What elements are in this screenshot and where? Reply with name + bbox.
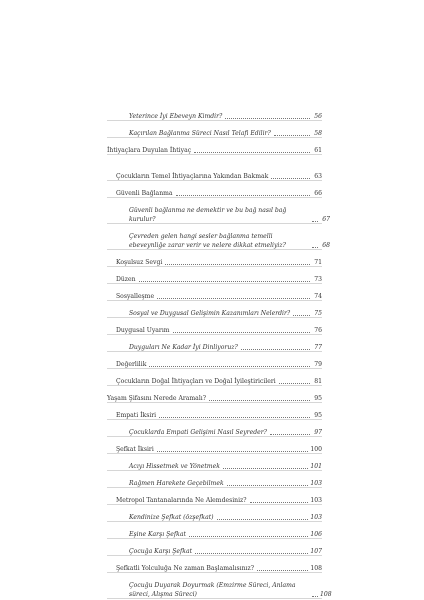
toc-page-number: 95 [314, 411, 322, 419]
toc-entry-title: Koşulsuz Sevgi [116, 258, 163, 266]
toc-leader-dots [159, 417, 310, 418]
toc-entry-title: Acıyı Hissetmek ve Yönetmek [129, 462, 220, 470]
toc-entry [107, 104, 322, 121]
toc-entry [107, 267, 322, 284]
toc-leader-dots [139, 281, 310, 282]
toc-leader-dots [227, 485, 309, 486]
toc-page-number: 79 [314, 360, 322, 368]
toc-leader-dots [157, 451, 309, 452]
toc-page-number: 58 [314, 129, 322, 137]
toc-page-number: 95 [314, 394, 322, 402]
toc-page-number: 56 [314, 112, 322, 120]
toc-entry-title: Metropol Tantanalarında Ne Alemdesiniz? [116, 496, 247, 504]
toc-page-number: 97 [314, 428, 322, 436]
toc-page-number: 103 [310, 513, 322, 521]
toc-leader-dots [274, 135, 310, 136]
toc-leader-dots [312, 221, 318, 222]
toc-entry-title: Şefkat İksiri [116, 445, 154, 453]
toc-page-number: 75 [314, 309, 322, 317]
toc-leader-dots [241, 349, 310, 350]
toc-page-number: 68 [322, 241, 330, 249]
toc-entry [107, 224, 330, 250]
toc-leader-dots [223, 468, 308, 469]
toc-entry-title: Duygusal Uyarım [116, 326, 170, 334]
toc-entry [107, 155, 322, 181]
toc-entry-title: Yeterince İyi Ebeveyn Kimdir? [129, 112, 223, 120]
toc-page-number: 106 [310, 530, 322, 538]
toc-entry [107, 250, 322, 267]
toc-entry [107, 335, 322, 352]
toc-leader-dots [189, 536, 308, 537]
toc-entry [107, 437, 322, 454]
toc-leader-dots [279, 383, 310, 384]
toc-entry-title: Güvenli Bağlanma [116, 189, 173, 197]
toc-entry [107, 505, 322, 522]
toc-page-number: 107 [310, 547, 322, 555]
toc-entry-title: Güvenli bağlanma ne demektir ve bu bağ nasıl bağ kurulur? [129, 207, 287, 223]
toc-entry [107, 301, 322, 318]
toc-entry-title: Çevreden gelen hangi sesler bağlanma temelli ebeveynliğe zarar verir ve nelere dikkat etmeliyiz? [129, 233, 286, 249]
toc-page-number: 103 [310, 479, 322, 487]
toc-entry-title: Empati İksiri [116, 411, 157, 419]
toc-leader-dots [250, 502, 309, 503]
toc-entry [107, 352, 322, 369]
toc-entry-title: Çocukların Doğal İhtiyaçları ve Doğal İyileştiricileri [116, 377, 276, 385]
toc-page-number: 66 [314, 189, 322, 197]
toc-entry [107, 138, 322, 155]
toc-entry [107, 539, 322, 556]
toc-entry-title: Kendinize Şefkat (özşefkat) [129, 513, 214, 521]
toc-leader-dots [209, 400, 310, 401]
toc-page-number: 81 [314, 377, 322, 385]
toc-leader-dots [271, 178, 310, 179]
table-of-contents [107, 104, 332, 599]
toc-page-number: 67 [322, 215, 330, 223]
toc-page-number: 76 [314, 326, 322, 334]
toc-entry [107, 386, 322, 403]
toc-page-number: 63 [314, 172, 322, 180]
toc-page-number: 100 [310, 445, 322, 453]
toc-entry-title: Eşine Karşı Şefkat [129, 530, 186, 538]
toc-entry-title: Düzen [116, 275, 136, 283]
toc-entry [107, 420, 322, 437]
toc-entry-title: Çocuğu Duyarak Doyurmak (Emzirme Süreci, Anlama süreci, Alışma Süreci) [129, 582, 296, 598]
toc-entry-title: Rağmen Harekete Geçebilmek [129, 479, 224, 487]
toc-entry [107, 403, 322, 420]
toc-page-number: 101 [310, 462, 322, 470]
toc-entry-title: İhtiyaçlara Duyulan İhtiyaç [107, 146, 192, 154]
toc-page-number: 74 [314, 292, 322, 300]
toc-entry [107, 181, 322, 198]
toc-entry [107, 318, 322, 335]
toc-entry-title: Sosyalleşme [116, 292, 155, 300]
toc-divider [107, 598, 322, 599]
toc-page-number: 73 [314, 275, 322, 283]
toc-page-number: 77 [314, 343, 322, 351]
toc-leader-dots [195, 553, 308, 554]
toc-leader-dots [270, 434, 310, 435]
toc-leader-dots [149, 366, 310, 367]
toc-leader-dots [217, 519, 309, 520]
toc-leader-dots [173, 332, 310, 333]
toc-entry-title: Sosyal ve Duygusal Gelişimin Kazanımları Nelerdir? [129, 309, 291, 317]
toc-entry [107, 556, 322, 573]
toc-leader-dots [257, 570, 308, 571]
toc-entry-title: Kaçırılan Bağlanma Süreci Nasıl Telafi Edilir? [129, 129, 271, 137]
toc-leader-dots [312, 247, 318, 248]
toc-entry-title: Yaşam Şifasını Nerede Aramalı? [107, 394, 206, 402]
toc-entry-title: Çocukların Temel İhtiyaçlarına Yakından Bakmak [116, 172, 269, 180]
toc-leader-dots [194, 152, 310, 153]
toc-page-number: 108 [310, 564, 322, 572]
toc-entry-title: Duyguları Ne Kadar İyi Dinliyoruz? [129, 343, 238, 351]
toc-leader-dots [176, 195, 310, 196]
toc-entry [107, 284, 322, 301]
toc-entry-title: Çocuğa Karşı Şefkat [129, 547, 193, 555]
toc-entry-title: Şefkatli Yolculuğa Ne zaman Başlamalısınız? [116, 564, 254, 572]
toc-leader-dots [312, 596, 318, 597]
toc-page-number: 61 [314, 146, 322, 154]
toc-entry-title: Değerlilik [116, 360, 147, 368]
toc-entry-title: Çocuklarda Empati Gelişimi Nasıl Seyreder? [129, 428, 267, 436]
toc-page-number: 103 [310, 496, 322, 504]
toc-entry [107, 522, 322, 539]
toc-leader-dots [293, 315, 310, 316]
toc-entry [107, 573, 332, 599]
toc-entry [107, 121, 322, 138]
toc-page-number: 71 [314, 258, 322, 266]
toc-entry [107, 198, 330, 224]
toc-leader-dots [157, 298, 310, 299]
toc-entry [107, 471, 322, 488]
toc-page-number: 108 [320, 590, 332, 598]
toc-leader-dots [225, 118, 310, 119]
toc-entry [107, 488, 322, 505]
toc-entry [107, 454, 322, 471]
toc-leader-dots [165, 264, 310, 265]
toc-entry [107, 369, 322, 386]
